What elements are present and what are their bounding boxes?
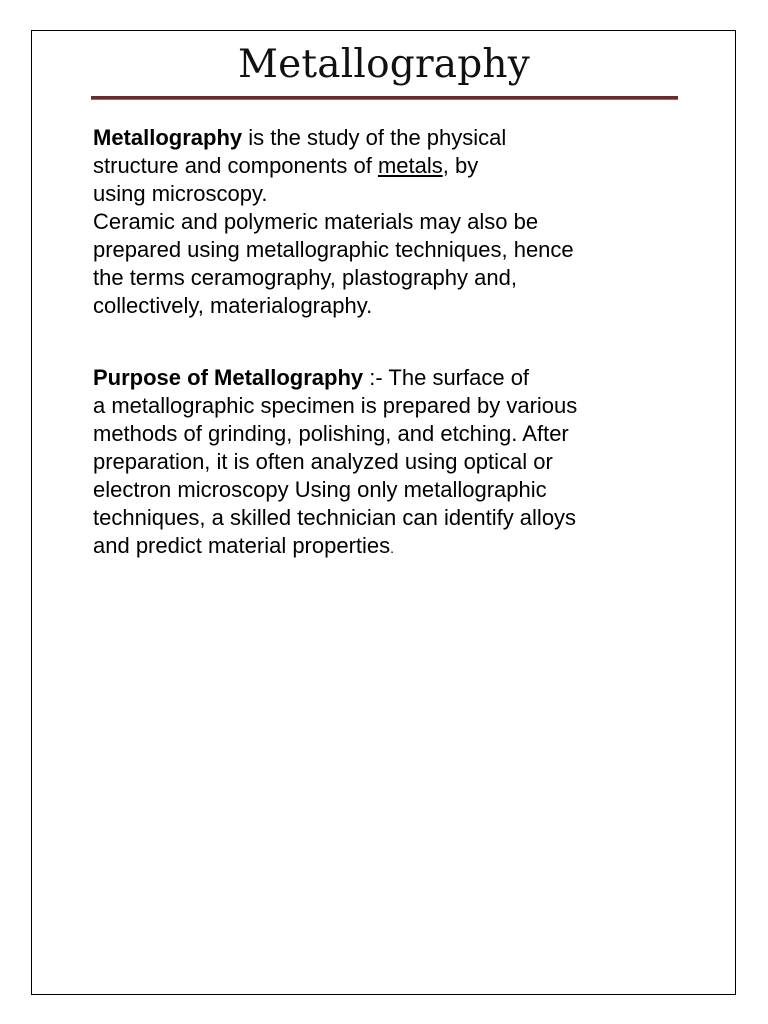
purpose-paragraph — [93, 364, 693, 562]
metals-link[interactable]: metals — [377, 153, 443, 178]
purpose-heading: Purpose of Metallography — [93, 365, 364, 390]
purpose-end-mark: . — [390, 540, 395, 556]
intro-text-part-2: , by using microscopy. Ceramic and polymeric materials may also be prepared using metallographic techniques, hence the terms ceramography, plastography and, collectively, materialography. — [93, 153, 574, 318]
purpose-text: :- The surface of a metallographic specimen is prepared by various methods of grinding, polishing, and etching. After preparation, it is often analyzed using optical or electron microscopy Using only metallographic techniques, a skilled technician can identify alloys and predict material properties — [93, 365, 578, 558]
intro-text-part-1: is the study of the physical structure and components of — [93, 125, 507, 178]
title-underline-rule — [91, 96, 678, 100]
intro-term: Metallography — [93, 125, 243, 150]
document-title: Metallography — [238, 42, 530, 87]
intro-paragraph — [93, 124, 693, 320]
